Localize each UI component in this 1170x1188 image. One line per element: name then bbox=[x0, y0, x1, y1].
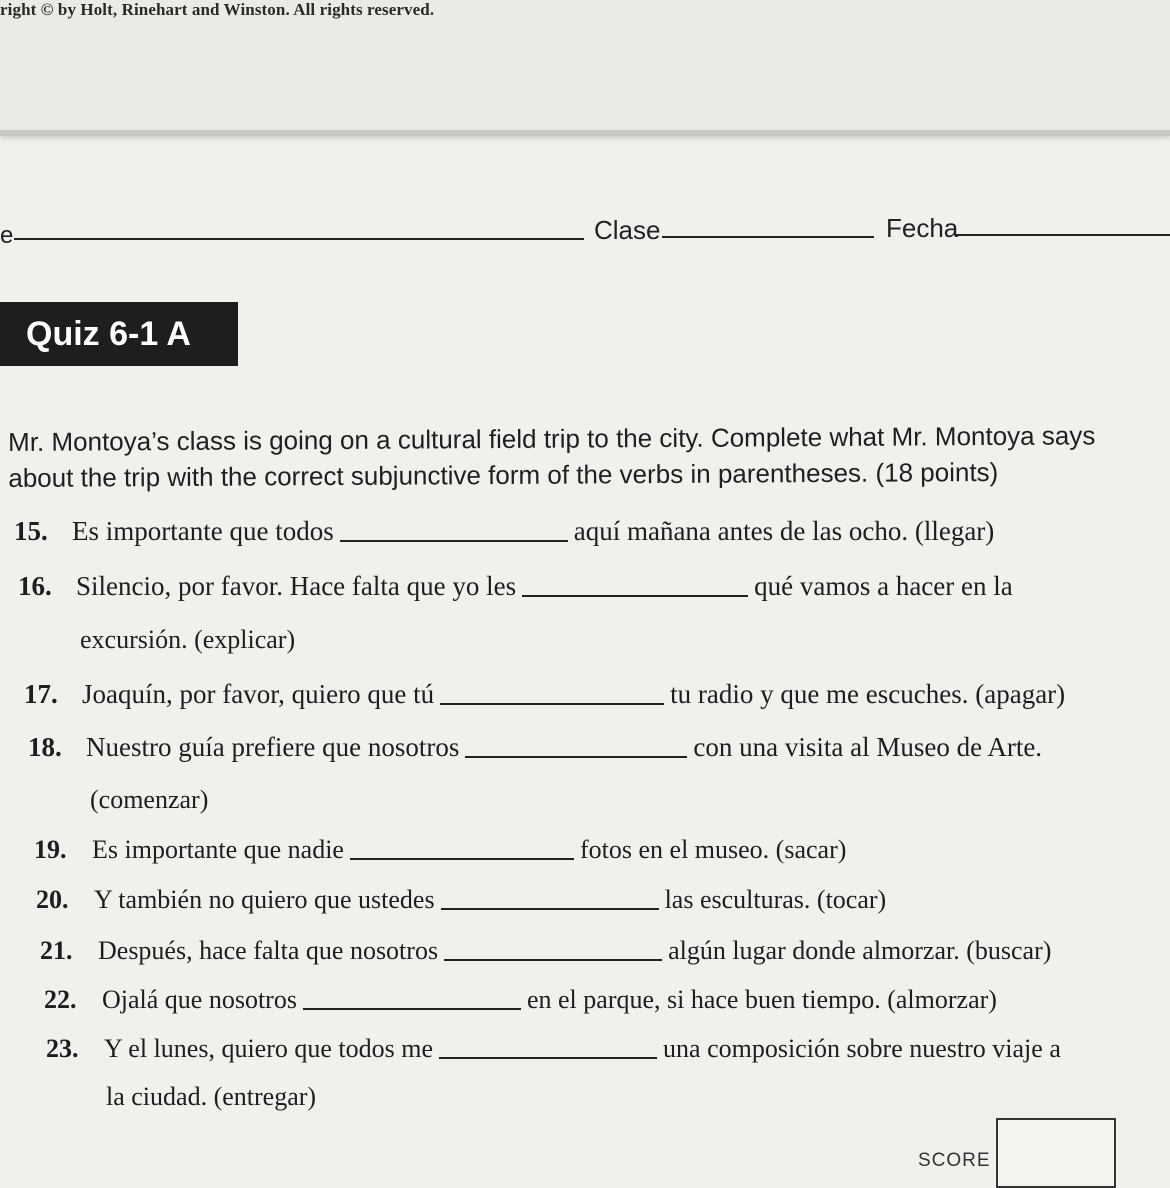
answer-blank bbox=[440, 703, 664, 705]
item-number: 22. bbox=[44, 985, 77, 1014]
fecha-blank bbox=[956, 234, 1170, 236]
quiz-item-23 bbox=[46, 1034, 1061, 1064]
item-number: 18. bbox=[28, 732, 62, 762]
item-text-after: tu radio y que me escuches. (apagar) bbox=[670, 679, 1066, 709]
quiz-item-17 bbox=[24, 679, 1065, 710]
item-text-after: las esculturas. (tocar) bbox=[664, 885, 887, 914]
quiz-item-18 bbox=[28, 732, 1042, 763]
item-number: 15. bbox=[14, 516, 48, 546]
item-number: 16. bbox=[18, 571, 52, 601]
answer-blank bbox=[522, 595, 748, 597]
clase-label: Clase bbox=[594, 215, 661, 245]
item-text-before: Silencio, por favor. Hace falta que yo les bbox=[76, 571, 517, 601]
quiz-title: Quiz 6-1 A bbox=[0, 302, 238, 366]
item-text-after: qué vamos a hacer en la bbox=[754, 571, 1013, 601]
item-text-before: Es importante que nadie bbox=[92, 835, 344, 864]
item-text-after: aquí mañana antes de las ocho. (llegar) bbox=[573, 516, 995, 546]
quiz-item-19 bbox=[34, 835, 846, 865]
item-text-before: Es importante que todos bbox=[72, 516, 334, 546]
item-text-before: Nuestro guía prefiere que nosotros bbox=[86, 732, 460, 762]
answer-blank bbox=[441, 908, 659, 910]
answer-blank bbox=[444, 959, 662, 961]
quiz-item-15 bbox=[14, 516, 994, 547]
quiz-item-16-continuation: excursión. (explicar) bbox=[80, 625, 296, 654]
answer-blank bbox=[340, 540, 568, 542]
item-text-after: una composición sobre nuestro viaje a bbox=[663, 1034, 1061, 1063]
item-number: 19. bbox=[34, 835, 67, 864]
score-box bbox=[996, 1118, 1116, 1188]
score-label: SCORE bbox=[918, 1150, 991, 1171]
clase-blank bbox=[662, 236, 874, 238]
name-label-fragment: e bbox=[0, 222, 14, 249]
copyright-notice: right © by Holt, Rinehart and Winston. All rights reserved. bbox=[0, 0, 435, 19]
item-number: 20. bbox=[36, 885, 69, 914]
quiz-item-22 bbox=[44, 985, 997, 1015]
item-text-before: Después, hace falta que nosotros bbox=[98, 936, 439, 965]
previous-page-edge bbox=[0, 0, 1170, 136]
item-text-before: Joaquín, por favor, quiero que tú bbox=[82, 679, 435, 709]
fecha-label: Fecha bbox=[886, 213, 959, 243]
item-number: 21. bbox=[40, 936, 73, 965]
item-text-after: algún lugar donde almorzar. (buscar) bbox=[668, 936, 1052, 965]
item-text-before: Y el lunes, quiero que todos me bbox=[104, 1034, 434, 1063]
item-text-before: Ojalá que nosotros bbox=[102, 985, 297, 1014]
item-number: 23. bbox=[46, 1034, 79, 1063]
name-blank bbox=[14, 238, 584, 240]
answer-blank bbox=[439, 1057, 657, 1059]
quiz-item-20 bbox=[36, 885, 886, 915]
item-text-after: fotos en el museo. (sacar) bbox=[579, 835, 847, 864]
quiz-item-18-continuation: (comenzar) bbox=[90, 785, 209, 814]
answer-blank bbox=[465, 756, 687, 758]
quiz-item-21 bbox=[40, 936, 1051, 966]
quiz-item-16 bbox=[18, 571, 1013, 602]
item-text-before: Y también no quiero que ustedes bbox=[94, 885, 435, 914]
item-text-after: en el parque, si hace buen tiempo. (almorzar) bbox=[526, 985, 997, 1014]
item-number: 17. bbox=[24, 679, 58, 709]
answer-blank bbox=[350, 858, 574, 860]
answer-blank bbox=[303, 1008, 521, 1010]
quiz-item-23-continuation: la ciudad. (entregar) bbox=[106, 1082, 317, 1111]
instructions: Mr. Montoya’s class is going on a cultural field trip to the city. Complete what Mr. Montoya says about the trip with the correct subjunctive form of the verbs in parentheses. (18 points) bbox=[8, 420, 1096, 493]
item-text-after: con una visita al Museo de Arte. bbox=[693, 732, 1043, 762]
